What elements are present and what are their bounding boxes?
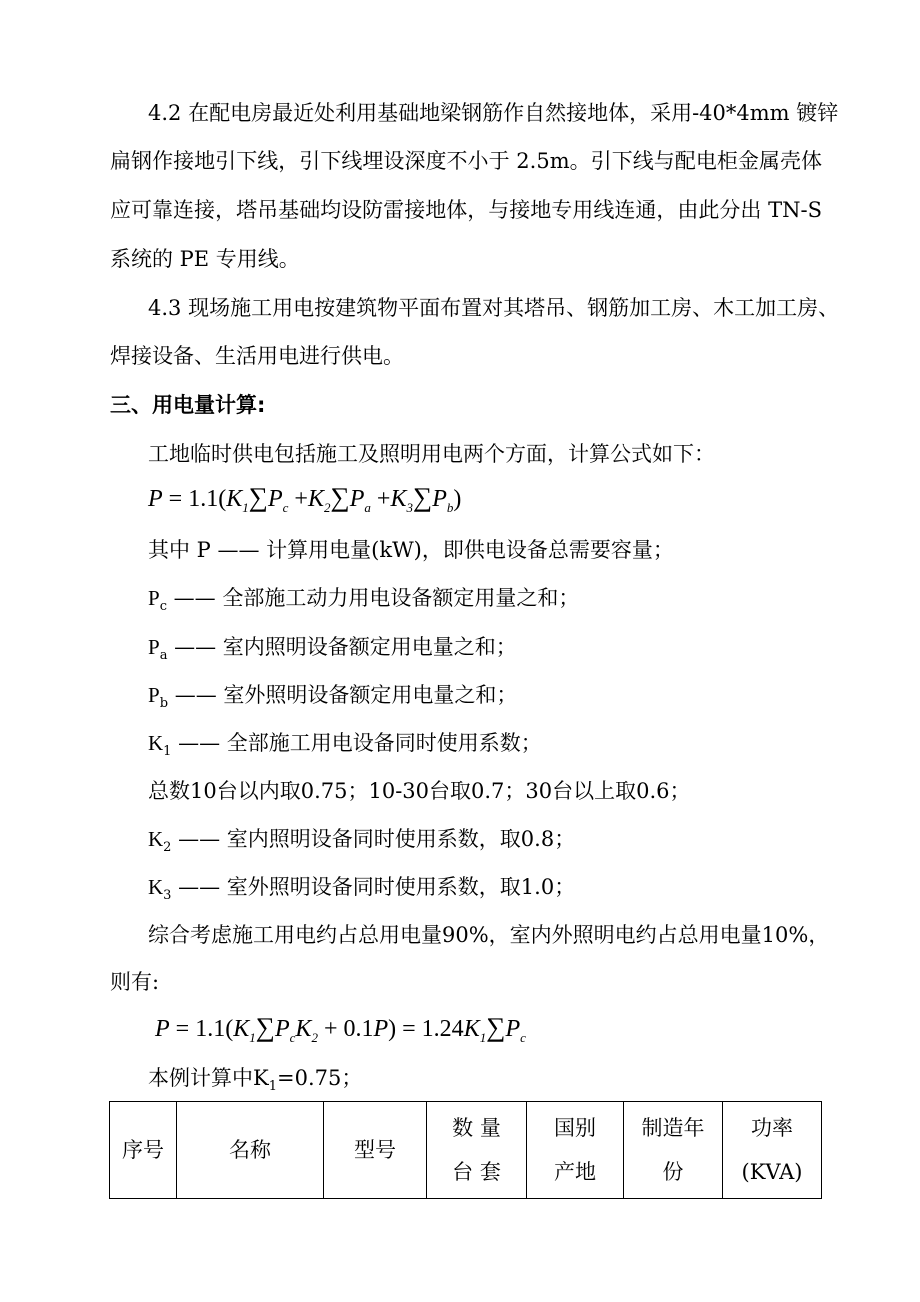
formula2-k1b: K: [463, 1016, 480, 1042]
formula-pa-sub: a: [364, 499, 371, 515]
def-pc-sub: c: [159, 599, 167, 615]
def-pa-symbol: P: [148, 635, 160, 659]
def-k1: [148, 728, 542, 758]
formula2-lhs: P: [155, 1016, 170, 1042]
formula2-p: P: [373, 1016, 389, 1042]
formula2-k2: K: [295, 1016, 312, 1042]
def-k3: [148, 872, 575, 902]
formula-close: ): [453, 486, 462, 512]
def-pb-symbol: P: [148, 683, 160, 707]
header-origin-line-1: 国别: [554, 1116, 596, 1140]
formula-k2: K: [307, 486, 324, 512]
formula-pb-sub: b: [446, 499, 454, 515]
k1-values: 总数10台以内取0.75；10-30台取0.7；30台以上取0.6；: [148, 779, 691, 803]
def-pb-sub: b: [159, 696, 169, 712]
table-header-row: [110, 1102, 822, 1199]
formula2-plus: + 0.1: [317, 1016, 374, 1042]
formula-simplified: [155, 1012, 526, 1044]
formula-k1: K: [226, 486, 243, 512]
formula2-coef: = 1.1(: [169, 1016, 234, 1042]
header-quantity-line-2: 台 套: [452, 1160, 501, 1184]
formula-pb: P: [432, 486, 447, 512]
header-power-line-2: (KVA): [741, 1160, 803, 1184]
formula-plus-2: +: [370, 486, 391, 512]
header-power: [723, 1102, 822, 1199]
def-k3-sub: 3: [163, 888, 172, 904]
header-index: 序号: [110, 1102, 177, 1199]
formula2-pc2: P: [505, 1016, 521, 1042]
para-4-2-line-3: 应可靠连接，塔吊基础均设防雷接地体，与接地专用线连通，由此分出 TN-S: [110, 198, 822, 222]
formula-k2-sub: 2: [323, 499, 331, 515]
def-k2-text: —— 室内照明设备同时使用系数，取0.8；: [171, 827, 576, 851]
header-quantity-line-1: 数 量: [452, 1116, 501, 1140]
def-pa-text: —— 室内照明设备额定用电量之和；: [167, 635, 517, 659]
header-name: 名称: [177, 1102, 324, 1199]
sigma-icon: ∑: [412, 482, 433, 512]
formula-k1-sub: 1: [242, 499, 249, 515]
header-origin: [527, 1102, 624, 1199]
def-k3-text: —— 室外照明设备同时使用系数，取1.0；: [171, 875, 576, 899]
formula-plus-1: +: [288, 486, 308, 512]
formula2-k2-sub: 2: [311, 1029, 318, 1045]
example-k1: [148, 1063, 362, 1093]
example-sub: 1: [268, 1079, 277, 1095]
formula-coef: = 1.1(: [162, 486, 227, 512]
combined-line-2: 则有:: [110, 970, 160, 994]
header-quantity: [427, 1102, 527, 1199]
def-k1-sub: 1: [163, 744, 172, 760]
formula2-pc2-sub: c: [520, 1029, 526, 1045]
formula-pc: P: [267, 486, 283, 512]
def-k1-text: —— 全部施工用电设备同时使用系数；: [171, 731, 542, 755]
formula-total-power: [148, 482, 461, 514]
section-heading: 三、用电量计算:: [110, 393, 266, 417]
formula-k3-sub: 3: [406, 499, 413, 515]
formula-lhs: P: [148, 486, 163, 512]
header-origin-line-2: 产地: [554, 1160, 596, 1184]
header-model: 型号: [324, 1102, 427, 1199]
formula-k3: K: [390, 486, 407, 512]
def-pa-sub: a: [159, 648, 168, 664]
formula2-mid: ) = 1.24: [388, 1016, 464, 1042]
def-k2: [148, 824, 575, 854]
intro-text: 工地临时供电包括施工及照明用电两个方面，计算公式如下：: [148, 442, 715, 466]
formula-pa: P: [349, 486, 365, 512]
def-k1-symbol: K: [148, 731, 164, 755]
para-4-2-line-2: 扁钢作接地引下线，引下线埋设深度不小于 2.5m。引下线与配电柜金属壳体: [110, 149, 822, 173]
header-power-line-1: 功率: [751, 1116, 793, 1140]
def-pc-text: —— 全部施工动力用电设备额定用量之和；: [166, 586, 580, 610]
sigma-icon: ∑: [248, 482, 268, 512]
sigma-icon: ∑: [486, 1012, 506, 1042]
header-year-line-2: 份: [662, 1160, 684, 1184]
para-4-2-line-1: 4.2 在配电房最近处利用基础地梁钢筋作自然接地体，采用-40*4mm 镀锌: [148, 101, 839, 125]
formula2-pc-sub: c: [289, 1029, 296, 1045]
formula2-k1b-sub: 1: [479, 1029, 487, 1045]
header-year-line-1: 制造年: [641, 1116, 705, 1140]
sigma-icon: ∑: [330, 482, 350, 512]
formula-pc-sub: c: [282, 499, 289, 515]
def-pc-symbol: P: [148, 586, 160, 610]
equipment-table: [109, 1101, 822, 1199]
combined-line-1: 综合考虑施工用电约占总用电量90%，室内外照明电约占总用电量10%，: [148, 923, 830, 947]
def-pa: [148, 632, 517, 662]
example-prefix: 本例计算中K: [148, 1066, 269, 1090]
def-p: 其中 P —— 计算用电量(kW)，即供电设备总需要容量；: [148, 538, 674, 562]
header-year: [624, 1102, 723, 1199]
def-k2-symbol: K: [148, 827, 164, 851]
formula2-k1-sub: 1: [249, 1029, 256, 1045]
formula2-pc: P: [274, 1016, 290, 1042]
example-suffix: =0.75；: [276, 1066, 363, 1090]
def-pb: [148, 680, 517, 710]
def-pb-text: —— 室外照明设备额定用电量之和；: [168, 683, 518, 707]
sigma-icon: ∑: [255, 1012, 275, 1042]
para-4-2-line-4: 系统的 PE 专用线。: [110, 247, 300, 271]
formula2-k1: K: [233, 1016, 250, 1042]
para-4-3-line-2: 焊接设备、生活用电进行供电。: [110, 344, 404, 368]
para-4-3-line-1: 4.3 现场施工用电按建筑物平面布置对其塔吊、钢筋加工房、木工加工房、: [148, 296, 840, 320]
def-k3-symbol: K: [148, 875, 164, 899]
def-pc: [148, 583, 579, 613]
def-k2-sub: 2: [163, 840, 172, 856]
